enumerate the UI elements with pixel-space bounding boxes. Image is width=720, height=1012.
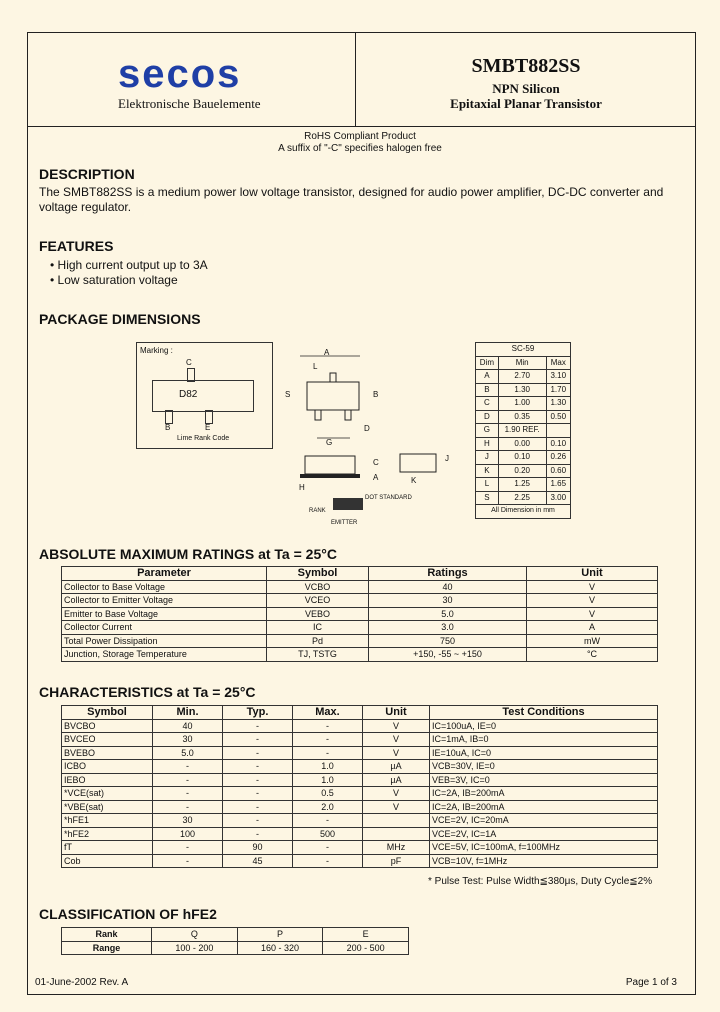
table-cell: Pd <box>267 634 369 648</box>
table-cell: 2.70 <box>498 370 546 384</box>
table-row <box>62 594 658 608</box>
table-cell: 0.26 <box>546 451 570 465</box>
marking-diagram <box>136 342 273 449</box>
table-cell: G <box>476 424 499 438</box>
footer-page: Page 1 of 3 <box>625 977 677 988</box>
table-cell: IE=10uA, IC=0 <box>430 746 658 760</box>
dimensions-table <box>475 342 571 519</box>
table-row <box>62 719 658 733</box>
table-cell: V <box>363 733 430 747</box>
table-cell: VCE=2V, IC=20mA <box>430 814 658 828</box>
outline-svg <box>285 348 470 533</box>
dim-l-label: L <box>313 362 318 371</box>
table-cell: BVEBO <box>62 746 153 760</box>
dims-note: All Dimension in mm <box>476 505 571 519</box>
table-cell: - <box>223 814 293 828</box>
package-body <box>152 380 254 412</box>
table-cell: IC=100uA, IE=0 <box>430 719 658 733</box>
table-cell: 1.30 <box>546 397 570 411</box>
table-row <box>62 827 658 841</box>
table-cell: - <box>153 760 223 774</box>
table-cell: 0.20 <box>498 464 546 478</box>
secos-logo: secos <box>118 52 242 96</box>
table-row <box>476 410 571 424</box>
table-cell: - <box>293 854 363 868</box>
header-divider <box>28 126 695 127</box>
table-cell: 1.65 <box>546 478 570 492</box>
description-text: The SMBT882SS is a medium power low voltage transistor, designed for audio power amplifier, DC-DC converter and voltage regulator. <box>39 185 664 214</box>
dim-k-label: K <box>411 476 417 485</box>
char-header: Min. <box>153 706 223 720</box>
dim-g-label: G <box>326 438 333 447</box>
class-table <box>61 927 409 955</box>
rank-label: RANK <box>309 508 326 514</box>
amr-header: Ratings <box>369 567 527 581</box>
table-cell: 1.30 <box>498 383 546 397</box>
table-row <box>476 464 571 478</box>
class-cell: P <box>237 928 323 942</box>
table-cell: - <box>293 841 363 855</box>
table-cell: 1.70 <box>546 383 570 397</box>
pin-e-label: E <box>205 423 211 432</box>
table-row <box>476 437 571 451</box>
table-cell: VCE=2V, IC=1A <box>430 827 658 841</box>
table-row <box>62 787 658 801</box>
table-cell: Collector to Emitter Voltage <box>62 594 267 608</box>
rank-code-label: Lime Rank Code <box>177 435 230 442</box>
table-row <box>62 621 658 635</box>
feature-item-1: • High current output up to 3A <box>50 258 208 272</box>
table-cell: ICBO <box>62 760 153 774</box>
class-header: Range <box>62 941 152 955</box>
dim-a2-label: A <box>373 473 379 482</box>
table-row <box>476 478 571 492</box>
table-cell: Junction, Storage Temperature <box>62 648 267 662</box>
part-desc: Epitaxial Planar Transistor <box>450 96 602 111</box>
table-cell: 30 <box>153 733 223 747</box>
table-cell: 90 <box>223 841 293 855</box>
table-cell: - <box>153 800 223 814</box>
class-cell: 160 - 320 <box>237 941 323 955</box>
table-cell: - <box>223 760 293 774</box>
footer-date: 01-June-2002 Rev. A <box>35 977 129 988</box>
outline-drawing <box>285 348 470 533</box>
table-cell: VCBO <box>267 580 369 594</box>
table-cell: Emitter to Base Voltage <box>62 607 267 621</box>
table-cell <box>363 814 430 828</box>
table-cell: *hFE2 <box>62 827 153 841</box>
table-cell: *hFE1 <box>62 814 153 828</box>
table-cell: 2.25 <box>498 491 546 505</box>
table-cell: VCB=10V, f=1MHz <box>430 854 658 868</box>
table-cell: - <box>293 814 363 828</box>
table-cell: - <box>223 733 293 747</box>
table-cell: 40 <box>369 580 527 594</box>
table-cell: 3.10 <box>546 370 570 384</box>
table-cell: BVCBO <box>62 719 153 733</box>
table-row <box>62 634 658 648</box>
table-cell <box>363 827 430 841</box>
dim-s-label: S <box>285 390 291 399</box>
rohs-line1: RoHS Compliant Product <box>304 131 416 142</box>
part-number: SMBT882SS <box>471 55 581 77</box>
table-cell: - <box>223 746 293 760</box>
table-cell: V <box>363 787 430 801</box>
dims-col: Dim <box>476 356 499 370</box>
table-cell: 1.25 <box>498 478 546 492</box>
table-cell: 0.10 <box>498 451 546 465</box>
table-cell: V <box>363 746 430 760</box>
table-cell: - <box>223 787 293 801</box>
table-cell: V <box>363 800 430 814</box>
table-row <box>62 733 658 747</box>
pin-b-label: B <box>165 423 171 432</box>
table-cell: Cob <box>62 854 153 868</box>
char-header: Unit <box>363 706 430 720</box>
table-cell: 1.0 <box>293 773 363 787</box>
marking-label: Marking : <box>140 346 173 355</box>
table-cell: Collector Current <box>62 621 267 635</box>
class-cell: Q <box>152 928 238 942</box>
char-table <box>61 705 658 868</box>
table-row <box>62 854 658 868</box>
char-title: CHARACTERISTICS at Ta = 25°C <box>39 684 256 700</box>
table-cell <box>546 424 570 438</box>
table-cell: - <box>223 773 293 787</box>
pulse-note: * Pulse Test: Pulse Width≦380μs, Duty Cycle≦2% <box>428 876 653 887</box>
table-cell: IC <box>267 621 369 635</box>
table-row <box>62 580 658 594</box>
table-cell: 0.50 <box>546 410 570 424</box>
char-header: Test Conditions <box>430 706 658 720</box>
table-cell: - <box>153 773 223 787</box>
feature-item-2: • Low saturation voltage <box>50 273 178 287</box>
table-cell: 30 <box>369 594 527 608</box>
table-row <box>476 491 571 505</box>
table-cell: 0.00 <box>498 437 546 451</box>
table-cell: VEBO <box>267 607 369 621</box>
table-cell: V <box>363 719 430 733</box>
table-cell: A <box>476 370 499 384</box>
logo-subtitle: Elektronische Bauelemente <box>118 96 261 111</box>
table-cell: VCE=5V, IC=100mA, f=100MHz <box>430 841 658 855</box>
dim-a-label: A <box>324 348 330 357</box>
table-cell: C <box>476 397 499 411</box>
table-row <box>476 424 571 438</box>
table-cell: - <box>223 827 293 841</box>
table-cell: BVCEO <box>62 733 153 747</box>
table-cell: VCB=30V, IE=0 <box>430 760 658 774</box>
table-cell: 40 <box>153 719 223 733</box>
table-row <box>476 383 571 397</box>
amr-header: Unit <box>527 567 658 581</box>
class-cell: E <box>323 928 409 942</box>
table-cell: 3.00 <box>546 491 570 505</box>
table-cell: mW <box>527 634 658 648</box>
amr-header: Symbol <box>267 567 369 581</box>
char-header: Symbol <box>62 706 153 720</box>
dim-h-label: H <box>299 483 305 492</box>
description-title: DESCRIPTION <box>39 166 135 182</box>
table-cell: - <box>153 787 223 801</box>
table-cell: 5.0 <box>369 607 527 621</box>
table-row <box>62 773 658 787</box>
table-cell: °C <box>527 648 658 662</box>
dim-c-label: C <box>373 458 379 467</box>
table-row <box>62 760 658 774</box>
table-cell: pF <box>363 854 430 868</box>
amr-header: Parameter <box>62 567 267 581</box>
dims-col: Max <box>546 356 570 370</box>
amr-title: ABSOLUTE MAXIMUM RATINGS at Ta = 25°C <box>39 546 337 562</box>
table-cell: 1.00 <box>498 397 546 411</box>
class-cell: 200 - 500 <box>323 941 409 955</box>
table-cell: 1.0 <box>293 760 363 774</box>
table-cell: - <box>293 733 363 747</box>
table-cell: 0.60 <box>546 464 570 478</box>
pin-e <box>205 410 213 424</box>
table-cell: IC=2A, IB=200mA <box>430 787 658 801</box>
char-header: Typ. <box>223 706 293 720</box>
table-cell: 0.35 <box>498 410 546 424</box>
table-cell: D <box>476 410 499 424</box>
table-cell: 45 <box>223 854 293 868</box>
table-cell: 750 <box>369 634 527 648</box>
pin-b <box>165 410 173 424</box>
table-cell: - <box>153 854 223 868</box>
table-cell: A <box>527 621 658 635</box>
table-cell: *VBE(sat) <box>62 800 153 814</box>
table-cell: +150, -55 ~ +150 <box>369 648 527 662</box>
class-cell: 100 - 200 <box>152 941 238 955</box>
table-cell: 5.0 <box>153 746 223 760</box>
table-row <box>476 397 571 411</box>
table-cell: Total Power Dissipation <box>62 634 267 648</box>
table-cell: 0.5 <box>293 787 363 801</box>
table-row <box>62 746 658 760</box>
table-row <box>62 648 658 662</box>
table-cell: TJ, TSTG <box>267 648 369 662</box>
table-cell: 0.10 <box>546 437 570 451</box>
features-title: FEATURES <box>39 238 114 254</box>
table-cell: - <box>153 841 223 855</box>
table-cell: µA <box>363 760 430 774</box>
table-cell: K <box>476 464 499 478</box>
dim-j-label: J <box>445 454 449 463</box>
table-row <box>62 814 658 828</box>
part-type: NPN Silicon <box>492 81 560 96</box>
emitter-label: EMITTER <box>331 520 358 526</box>
table-row <box>476 451 571 465</box>
class-title: CLASSIFICATION OF hFE2 <box>39 906 217 922</box>
table-cell: S <box>476 491 499 505</box>
package-title: PACKAGE DIMENSIONS <box>39 311 201 327</box>
table-cell: IC=2A, IB=200mA <box>430 800 658 814</box>
table-cell: 500 <box>293 827 363 841</box>
table-cell: B <box>476 383 499 397</box>
table-cell: V <box>527 607 658 621</box>
table-cell: Collector to Base Voltage <box>62 580 267 594</box>
table-cell: 2.0 <box>293 800 363 814</box>
table-cell: IC=1mA, IB=0 <box>430 733 658 747</box>
table-cell: - <box>293 746 363 760</box>
table-cell: L <box>476 478 499 492</box>
table-cell: MHz <box>363 841 430 855</box>
char-header: Max. <box>293 706 363 720</box>
header-right <box>355 33 696 126</box>
table-cell: 1.90 REF. <box>498 424 546 438</box>
table-cell: - <box>223 719 293 733</box>
class-header: Rank <box>62 928 152 942</box>
table-cell: IEBO <box>62 773 153 787</box>
table-row <box>62 607 658 621</box>
table-row <box>62 841 658 855</box>
pin-c-label: C <box>186 358 192 367</box>
table-cell: VEB=3V, IC=0 <box>430 773 658 787</box>
table-cell: *VCE(sat) <box>62 787 153 801</box>
dot-label: DOT STANDARD <box>365 495 412 501</box>
rohs-line2: A suffix of "-C" specifies halogen free <box>278 143 442 154</box>
table-cell: 3.0 <box>369 621 527 635</box>
dim-b-label: B <box>373 390 379 399</box>
table-cell: 30 <box>153 814 223 828</box>
table-row <box>62 800 658 814</box>
dim-d-label: D <box>364 424 370 433</box>
table-cell: 100 <box>153 827 223 841</box>
table-cell: H <box>476 437 499 451</box>
dims-title: SC-59 <box>476 343 571 357</box>
table-cell: - <box>293 719 363 733</box>
table-cell: - <box>223 800 293 814</box>
table-cell: J <box>476 451 499 465</box>
table-cell: fT <box>62 841 153 855</box>
marking-code: D82 <box>179 389 198 400</box>
table-cell: V <box>527 580 658 594</box>
amr-table <box>61 566 658 662</box>
table-row <box>476 370 571 384</box>
table-cell: VCEO <box>267 594 369 608</box>
dims-col: Min <box>498 356 546 370</box>
table-cell: V <box>527 594 658 608</box>
table-cell: µA <box>363 773 430 787</box>
